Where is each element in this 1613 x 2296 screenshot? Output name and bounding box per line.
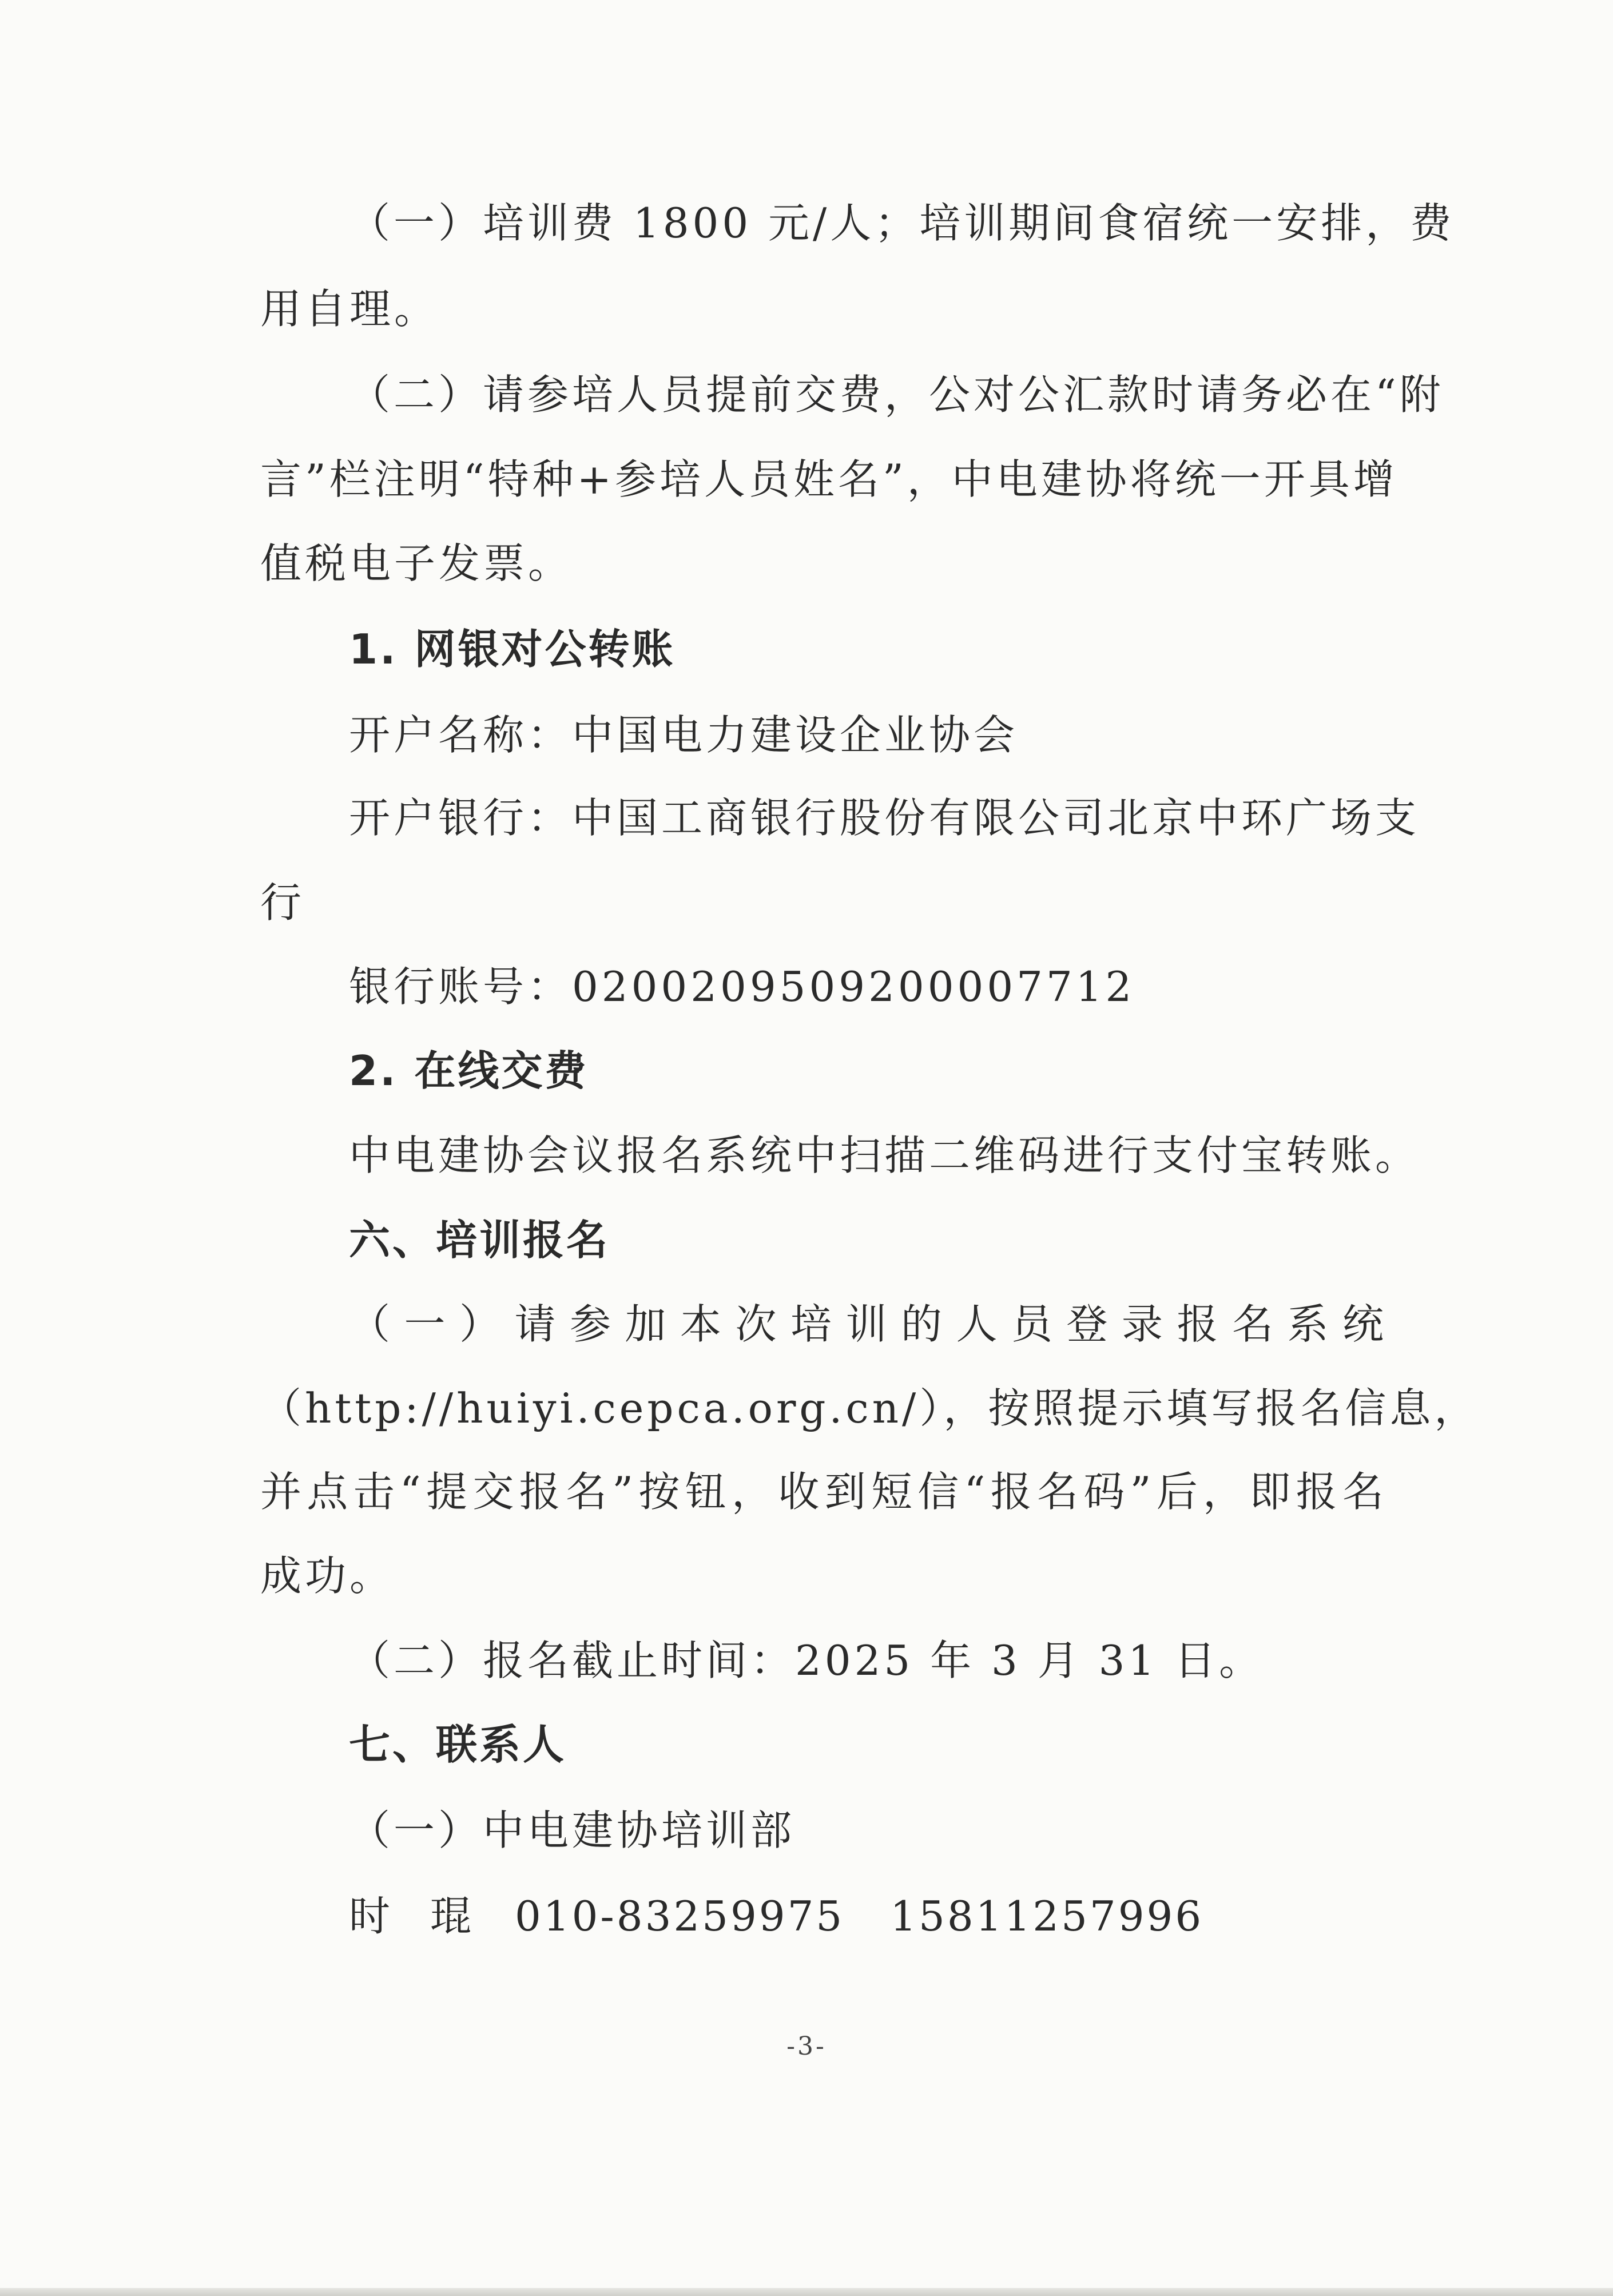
contact-mobile-phone: 15811257996: [890, 1892, 1204, 1940]
registration-heading: 六、培训报名: [349, 1216, 610, 1264]
registration-paragraph-line-3: 并点击“提交报名”按钮，收到短信“报名码”后，即报名: [260, 1468, 1387, 1516]
bank-name-line-2: 行: [260, 879, 305, 927]
fee-paragraph-2-line-2: 言”栏注明“特种+参培人员姓名”，中电建协将统一开具增: [260, 455, 1398, 503]
contact-row: [349, 1888, 1387, 1945]
fee-paragraph-1-line-1: （一）培训费 1800 元/人；培训期间食宿统一安排，费: [349, 199, 1455, 247]
contact-department: （一）中电建协培训部: [349, 1806, 796, 1854]
registration-paragraph-line-2: （http://huiyi.cepca.org.cn/），按照提示填写报名信息，: [260, 1384, 1479, 1432]
registration-paragraph-line-1: （一）请参加本次培训的人员登录报名系统: [349, 1300, 1387, 1348]
registration-paragraph-line-4: 成功。: [260, 1552, 395, 1600]
fee-paragraph-1-line-2: 用自理。: [260, 285, 439, 333]
page-number: -3-: [786, 2032, 827, 2061]
fee-paragraph-2-line-3: 值税电子发票。: [260, 539, 573, 587]
bank-transfer-heading: 1. 网银对公转账: [349, 625, 676, 673]
account-name: 开户名称：中国电力建设企业协会: [349, 711, 1019, 759]
bank-name-line-1: 开户银行：中国工商银行股份有限公司北京中环广场支: [349, 794, 1420, 842]
scan-edge-shadow: [0, 2288, 1613, 2296]
online-payment-text: 中电建协会议报名系统中扫描二维码进行支付宝转账。: [349, 1131, 1420, 1179]
online-payment-heading: 2. 在线交费: [349, 1047, 589, 1095]
contact-heading: 七、联系人: [349, 1721, 567, 1769]
registration-deadline: （二）报名截止时间：2025 年 3 月 31 日。: [349, 1636, 1264, 1685]
contact-office-phone: 010-83259975: [515, 1892, 845, 1940]
account-number: 银行账号：0200209509200007712: [349, 963, 1135, 1011]
fee-paragraph-2-line-1: （二）请参培人员提前交费，公对公汇款时请务必在“附: [349, 371, 1444, 419]
contact-person-name: 时琨: [349, 1892, 512, 1940]
